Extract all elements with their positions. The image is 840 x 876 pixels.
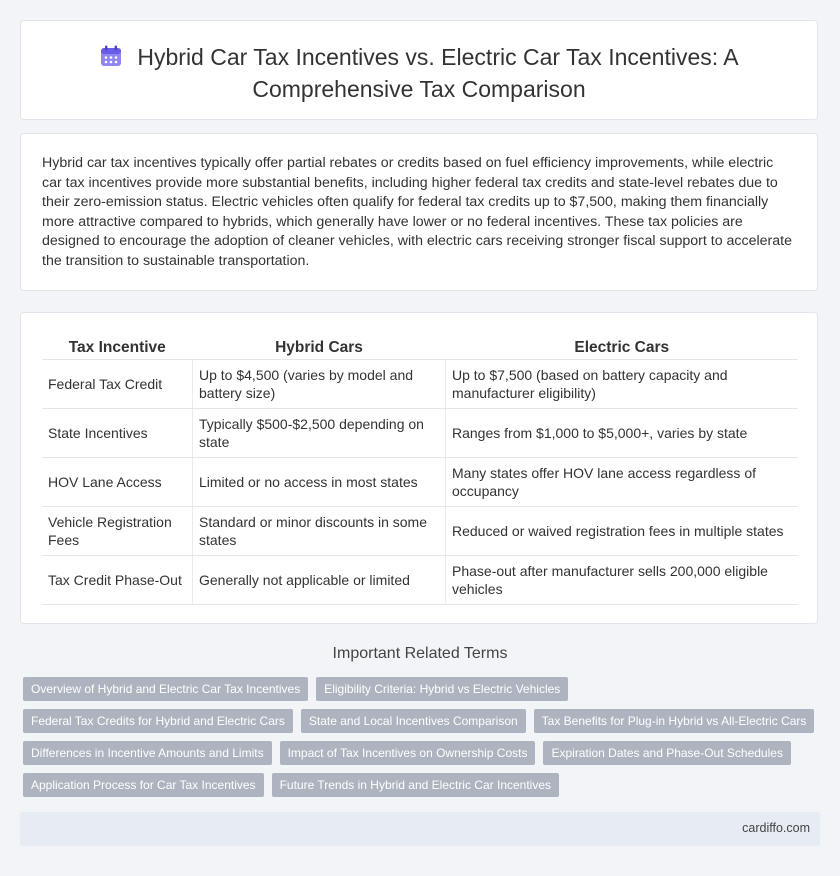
footer-site-link[interactable]: cardiffo.com — [742, 821, 810, 835]
summary-card — [20, 133, 818, 291]
table-row — [42, 409, 798, 458]
tag-row — [23, 773, 823, 797]
table-row — [42, 360, 798, 409]
header-card — [20, 20, 818, 120]
tag-row — [23, 709, 823, 733]
page-title — [61, 43, 777, 104]
related-terms-tags — [23, 677, 823, 805]
related-term-tag[interactable]: Impact of Tax Incentives on Ownership Costs — [280, 741, 536, 765]
related-term-tag[interactable]: Expiration Dates and Phase-Out Schedules — [543, 741, 790, 765]
table-cell: Standard or minor discounts in some states — [193, 507, 446, 556]
table-cell: Typically $500-$2,500 depending on state — [193, 409, 446, 458]
table-row — [42, 458, 798, 507]
table-cell: Ranges from $1,000 to $5,000+, varies by state — [446, 409, 799, 458]
related-term-tag[interactable]: Federal Tax Credits for Hybrid and Electric Cars — [23, 709, 293, 733]
table-cell: Generally not applicable or limited — [193, 556, 446, 605]
related-term-tag[interactable]: Future Trends in Hybrid and Electric Car Incentives — [272, 773, 559, 797]
related-term-tag[interactable]: State and Local Incentives Comparison — [301, 709, 526, 733]
related-terms-heading: Important Related Terms — [332, 645, 508, 662]
table-cell: Federal Tax Credit — [42, 360, 193, 409]
comparison-table-card — [20, 312, 818, 624]
table-cell: Reduced or waived registration fees in multiple states — [446, 507, 799, 556]
table-cell: Phase-out after manufacturer sells 200,000 eligible vehicles — [446, 556, 799, 605]
column-header: Tax Incentive — [42, 333, 193, 360]
column-header: Electric Cars — [446, 333, 799, 360]
table-row — [42, 556, 798, 605]
related-term-tag[interactable]: Eligibility Criteria: Hybrid vs Electric Vehicles — [316, 677, 568, 701]
table-cell: Tax Credit Phase-Out — [42, 556, 193, 605]
page-title-text: Hybrid Car Tax Incentives vs. Electric Car Tax Incentives: A Comprehensive Tax Comparison — [137, 44, 739, 102]
tag-row — [23, 741, 823, 765]
table-cell: Up to $4,500 (varies by model and battery size) — [193, 360, 446, 409]
tag-row — [23, 677, 823, 701]
related-term-tag[interactable]: Overview of Hybrid and Electric Car Tax Incentives — [23, 677, 308, 701]
table-row — [42, 507, 798, 556]
table-cell: Vehicle Registration Fees — [42, 507, 193, 556]
column-header: Hybrid Cars — [193, 333, 446, 360]
comparison-table — [42, 333, 798, 605]
table-cell: Many states offer HOV lane access regardless of occupancy — [446, 458, 799, 507]
summary-paragraph: Hybrid car tax incentives typically offer partial rebates or credits based on fuel efficiency improvements, while electric car tax incentives provide more substantial benefits, including higher federal tax credits and state-level rebates due to their zero-emission status. Electric vehicles often qualify for federal tax credits up to $7,500, making them financially more attractive compared to hybrids, which generally have lower or no federal incentives. These tax policies are designed to encourage the adoption of cleaner vehicles, with electric cars receiving stronger fiscal support to accelerate the transition to sustainable transportation. — [42, 155, 792, 269]
table-cell: Up to $7,500 (based on battery capacity and manufacturer eligibility) — [446, 360, 799, 409]
table-cell: Limited or no access in most states — [193, 458, 446, 507]
related-term-tag[interactable]: Tax Benefits for Plug-in Hybrid vs All-Electric Cars — [534, 709, 815, 733]
related-term-tag[interactable]: Application Process for Car Tax Incentives — [23, 773, 264, 797]
table-cell: HOV Lane Access — [42, 458, 193, 507]
calendar-icon — [99, 44, 123, 75]
footer — [20, 812, 820, 846]
related-term-tag[interactable]: Differences in Incentive Amounts and Limits — [23, 741, 272, 765]
table-header-row — [42, 333, 798, 360]
table-cell: State Incentives — [42, 409, 193, 458]
